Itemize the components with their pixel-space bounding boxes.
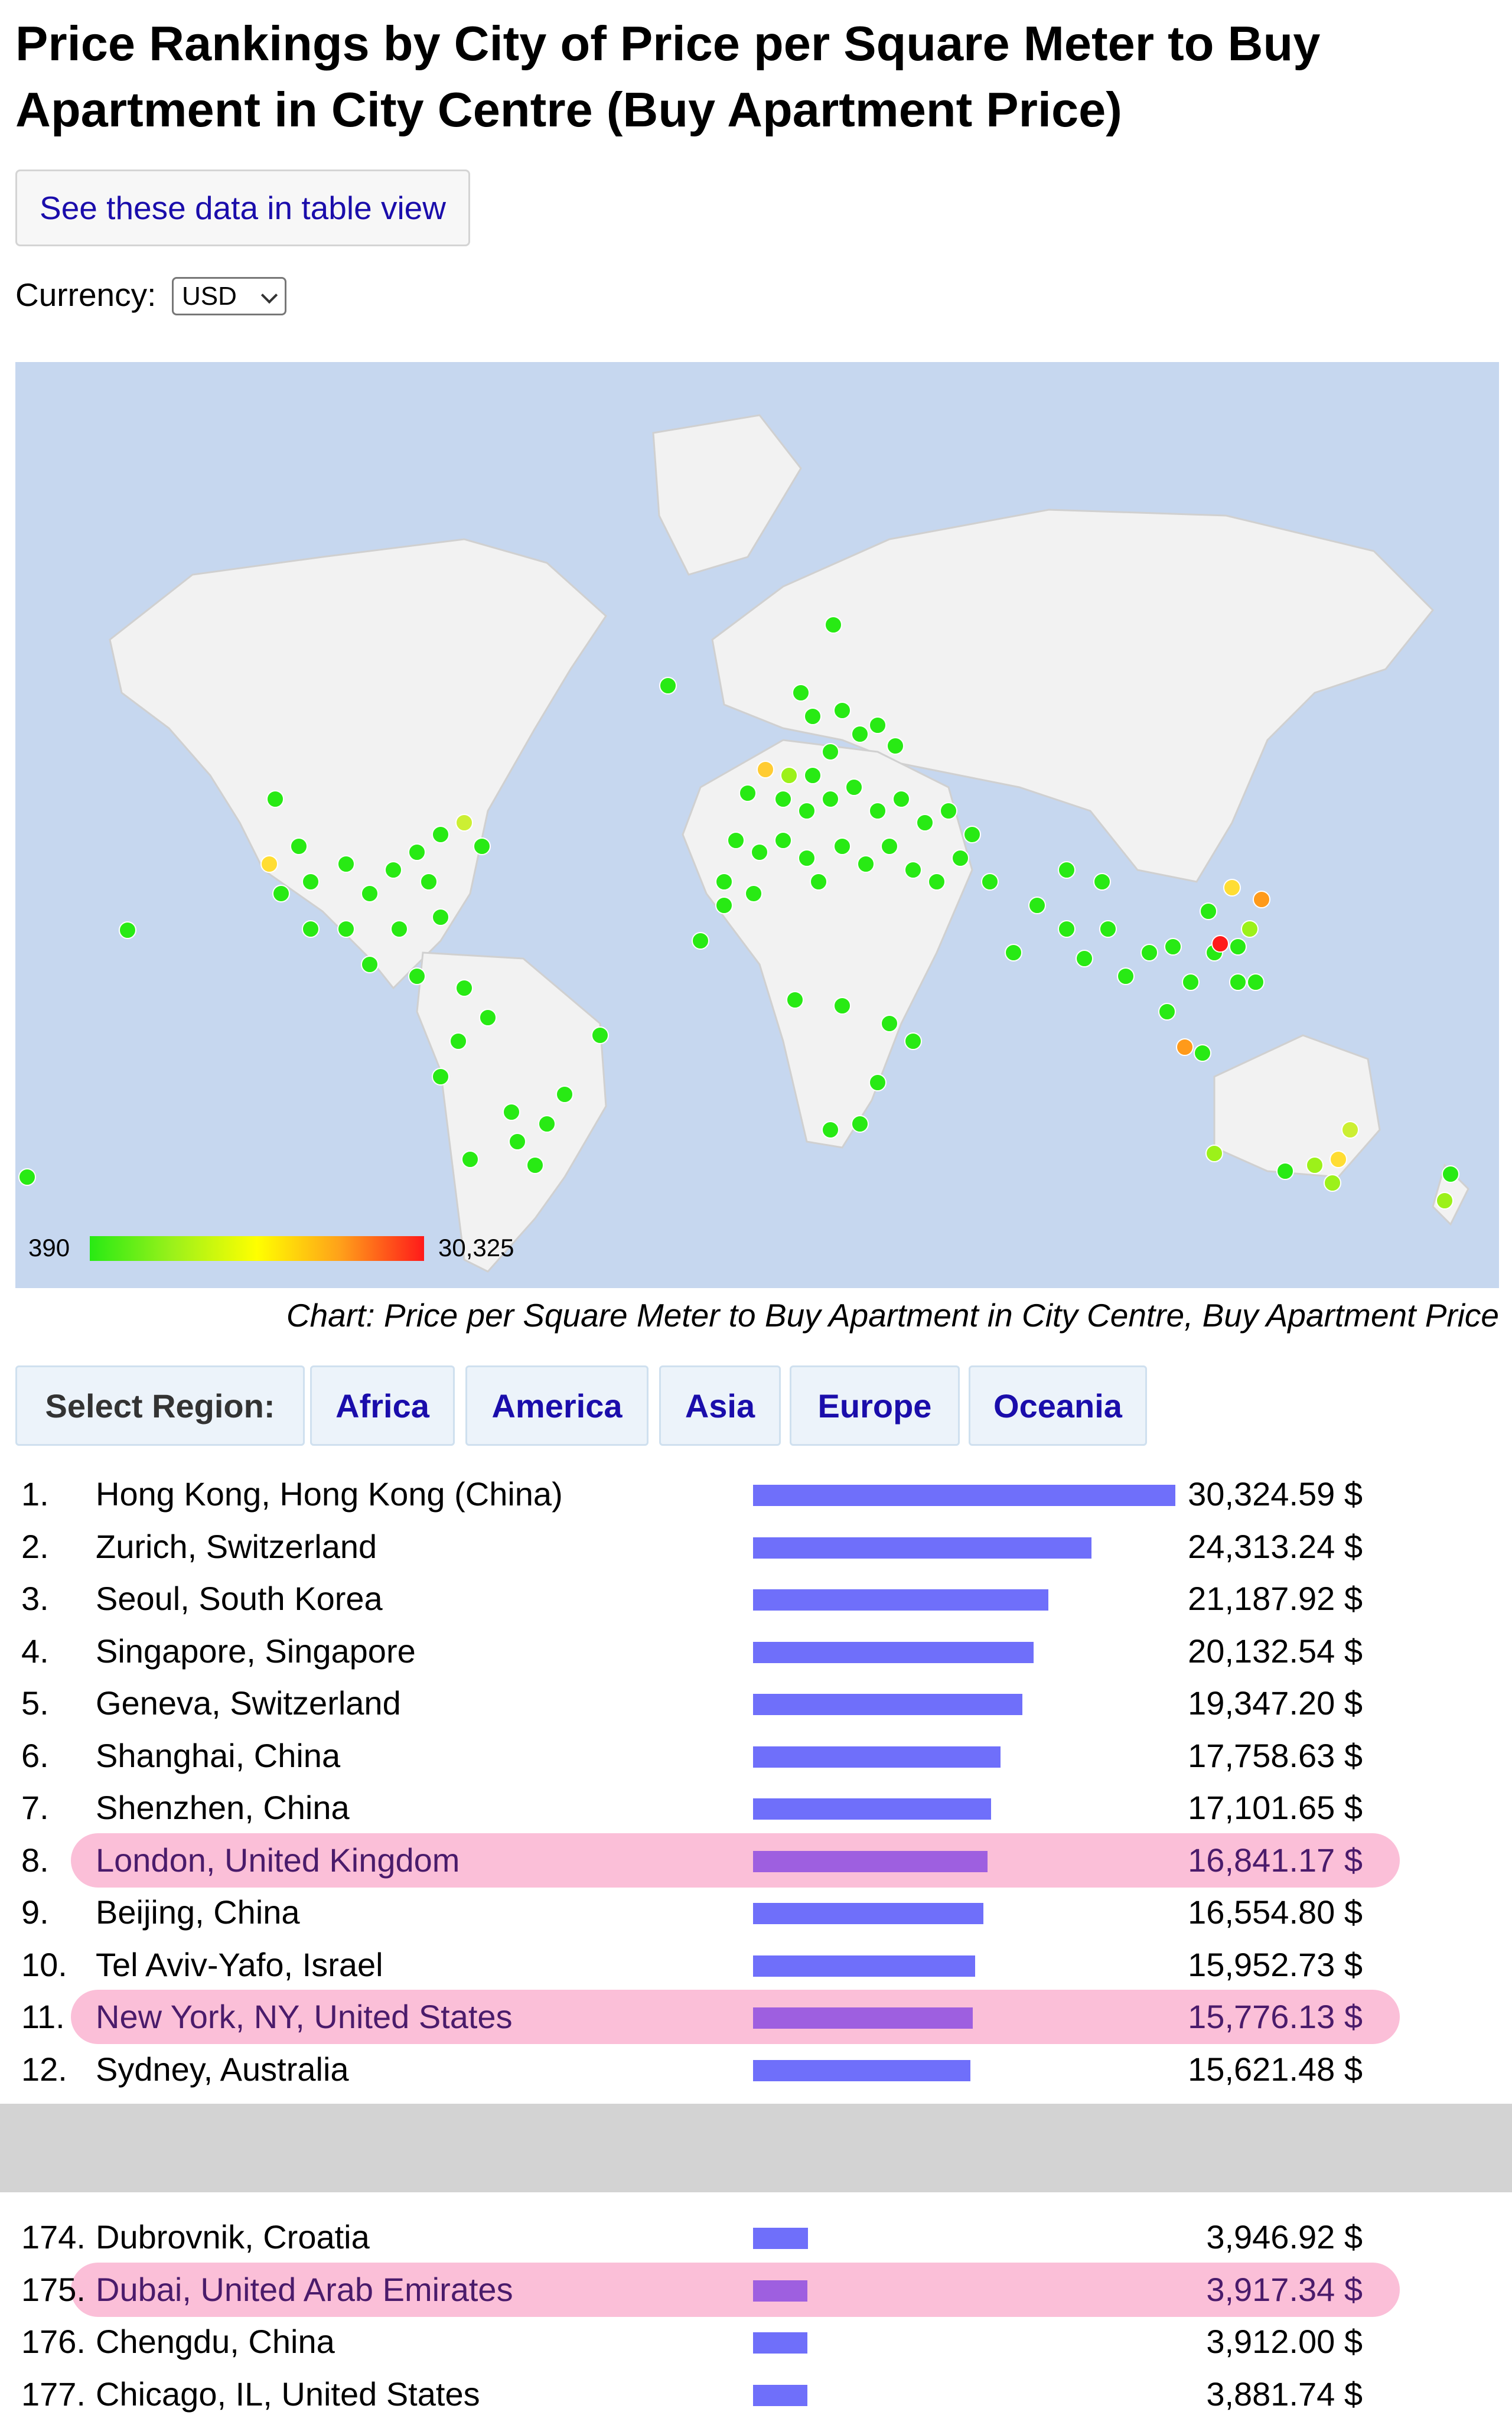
price-value: 15,776.13 $: [1188, 1998, 1363, 2035]
city-name: Geneva, Switzerland: [96, 1684, 401, 1722]
rank-number: 1.: [21, 1475, 49, 1513]
rank-number: 175.: [21, 2270, 86, 2308]
city-name: Chicago, IL, United States: [96, 2375, 480, 2413]
rank-number: 10.: [21, 1945, 67, 1983]
chevron-down-icon: [261, 287, 278, 304]
city-name: Seoul, South Korea: [96, 1580, 383, 1617]
ranking-row: [0, 1939, 1512, 1991]
ranking-row: [0, 2043, 1512, 2095]
city-name: Chengdu, China: [96, 2323, 335, 2360]
city-name: Tel Aviv-Yafo, Israel: [96, 1945, 383, 1983]
page-title: Price Rankings by City of Price per Square Meter to Buy Apartment in City Centre (Buy Apartment Price): [15, 16, 1321, 137]
price-value: 30,324.59 $: [1188, 1475, 1363, 1513]
world-map[interactable]: [15, 362, 1499, 1288]
city-name: Beijing, China: [96, 1893, 300, 1931]
rank-number: 6.: [21, 1736, 49, 1774]
currency-selected-value: USD: [182, 281, 237, 311]
price-value: 3,912.00 $: [1206, 2323, 1363, 2360]
ranking-row: [0, 2368, 1512, 2420]
price-value: 20,132.54 $: [1188, 1632, 1363, 1670]
rank-number: 8.: [21, 1841, 49, 1879]
price-value: 17,758.63 $: [1188, 1736, 1363, 1774]
city-name: Shanghai, China: [96, 1736, 341, 1774]
rank-number: 9.: [21, 1893, 49, 1931]
table-view-button[interactable]: [15, 170, 470, 246]
price-value: 21,187.92 $: [1188, 1580, 1363, 1617]
price-bar: [753, 2007, 973, 2029]
currency-label: Currency:: [15, 276, 157, 313]
rank-number: 4.: [21, 1632, 49, 1670]
city-name: Dubai, United Arab Emirates: [96, 2270, 513, 2308]
ranking-row: [0, 1886, 1512, 1938]
ranking-row: [0, 1521, 1512, 1573]
ranking-row: [0, 1782, 1512, 1834]
land-australia: [1214, 1035, 1380, 1177]
chart-caption: Chart: Price per Square Meter to Buy Apartment in City Centre, Buy Apartment Price: [286, 1297, 1499, 1334]
price-value: 15,952.73 $: [1188, 1945, 1363, 1983]
tab-africa[interactable]: Africa: [310, 1365, 455, 1446]
ranking-row: [0, 2316, 1512, 2368]
city-name: Sydney, Australia: [96, 2050, 349, 2088]
price-value: 16,841.17 $: [1188, 1841, 1363, 1879]
city-name: Singapore, Singapore: [96, 1632, 416, 1670]
price-value: 17,101.65 $: [1188, 1789, 1363, 1826]
rank-number: 176.: [21, 2323, 86, 2360]
ranking-row: [0, 1625, 1512, 1677]
ranking-row: [0, 1468, 1512, 1520]
legend-min-value: 390: [28, 1234, 70, 1262]
price-value: 24,313.24 $: [1188, 1527, 1363, 1565]
price-bar: [753, 1903, 983, 1924]
price-bar: [753, 2332, 807, 2354]
city-name: Dubrovnik, Croatia: [96, 2218, 370, 2255]
tab-oceania[interactable]: Oceania: [969, 1365, 1147, 1446]
ranking-row: [0, 1834, 1512, 1886]
land-greenland: [653, 415, 801, 575]
tab-america[interactable]: America: [465, 1365, 649, 1446]
price-bar: [753, 2228, 808, 2249]
ranking-row: [0, 2264, 1512, 2316]
world-map-svg: [15, 362, 1499, 1288]
city-name: New York, NY, United States: [96, 1998, 513, 2035]
rank-number: 2.: [21, 1527, 49, 1565]
price-bar: [753, 1955, 975, 1977]
price-bar: [753, 2280, 807, 2302]
rank-number: 174.: [21, 2218, 86, 2255]
land-north-america: [110, 539, 606, 988]
price-bar: [753, 1642, 1034, 1663]
tab-asia[interactable]: Asia: [659, 1365, 781, 1446]
rank-number: 11.: [21, 1998, 65, 2035]
price-value: 3,946.92 $: [1206, 2218, 1363, 2255]
price-value: 15,621.48 $: [1188, 2050, 1363, 2088]
price-value: 19,347.20 $: [1188, 1684, 1363, 1722]
rank-number: 5.: [21, 1684, 49, 1722]
city-name: Shenzhen, China: [96, 1789, 350, 1826]
tab-europe[interactable]: Europe: [790, 1365, 960, 1446]
price-bar: [753, 2060, 970, 2081]
price-bar: [753, 1851, 988, 1872]
price-bar: [753, 1798, 991, 1820]
select-region-label: Select Region:: [15, 1365, 305, 1446]
rank-number: 3.: [21, 1580, 49, 1617]
table-view-link[interactable]: See these data in table view: [40, 190, 446, 226]
price-bar: [753, 2385, 807, 2406]
city-name: London, United Kingdom: [96, 1841, 460, 1879]
price-bar: [753, 1537, 1091, 1559]
price-value: 16,554.80 $: [1188, 1893, 1363, 1931]
ranking-row: [0, 2211, 1512, 2263]
price-bar: [753, 1589, 1048, 1611]
price-value: 3,917.34 $: [1206, 2270, 1363, 2308]
price-bar: [753, 1694, 1022, 1715]
city-name: Hong Kong, Hong Kong (China): [96, 1475, 563, 1513]
price-value: 3,881.74 $: [1206, 2375, 1363, 2413]
ranking-row: [0, 1573, 1512, 1625]
color-scale-bar: [90, 1236, 424, 1261]
legend-max-value: 30,325: [438, 1234, 514, 1262]
rank-number: 7.: [21, 1789, 49, 1826]
rank-number: 177.: [21, 2375, 86, 2413]
price-bar: [753, 1746, 1001, 1768]
rank-number: 12.: [21, 2050, 67, 2088]
city-name: Zurich, Switzerland: [96, 1527, 377, 1565]
currency-select[interactable]: [172, 277, 286, 315]
list-separator: [0, 2104, 1512, 2192]
ranking-row: [0, 1677, 1512, 1729]
ranking-row: [0, 1730, 1512, 1782]
price-bar: [753, 1485, 1175, 1506]
ranking-row: [0, 1991, 1512, 2043]
